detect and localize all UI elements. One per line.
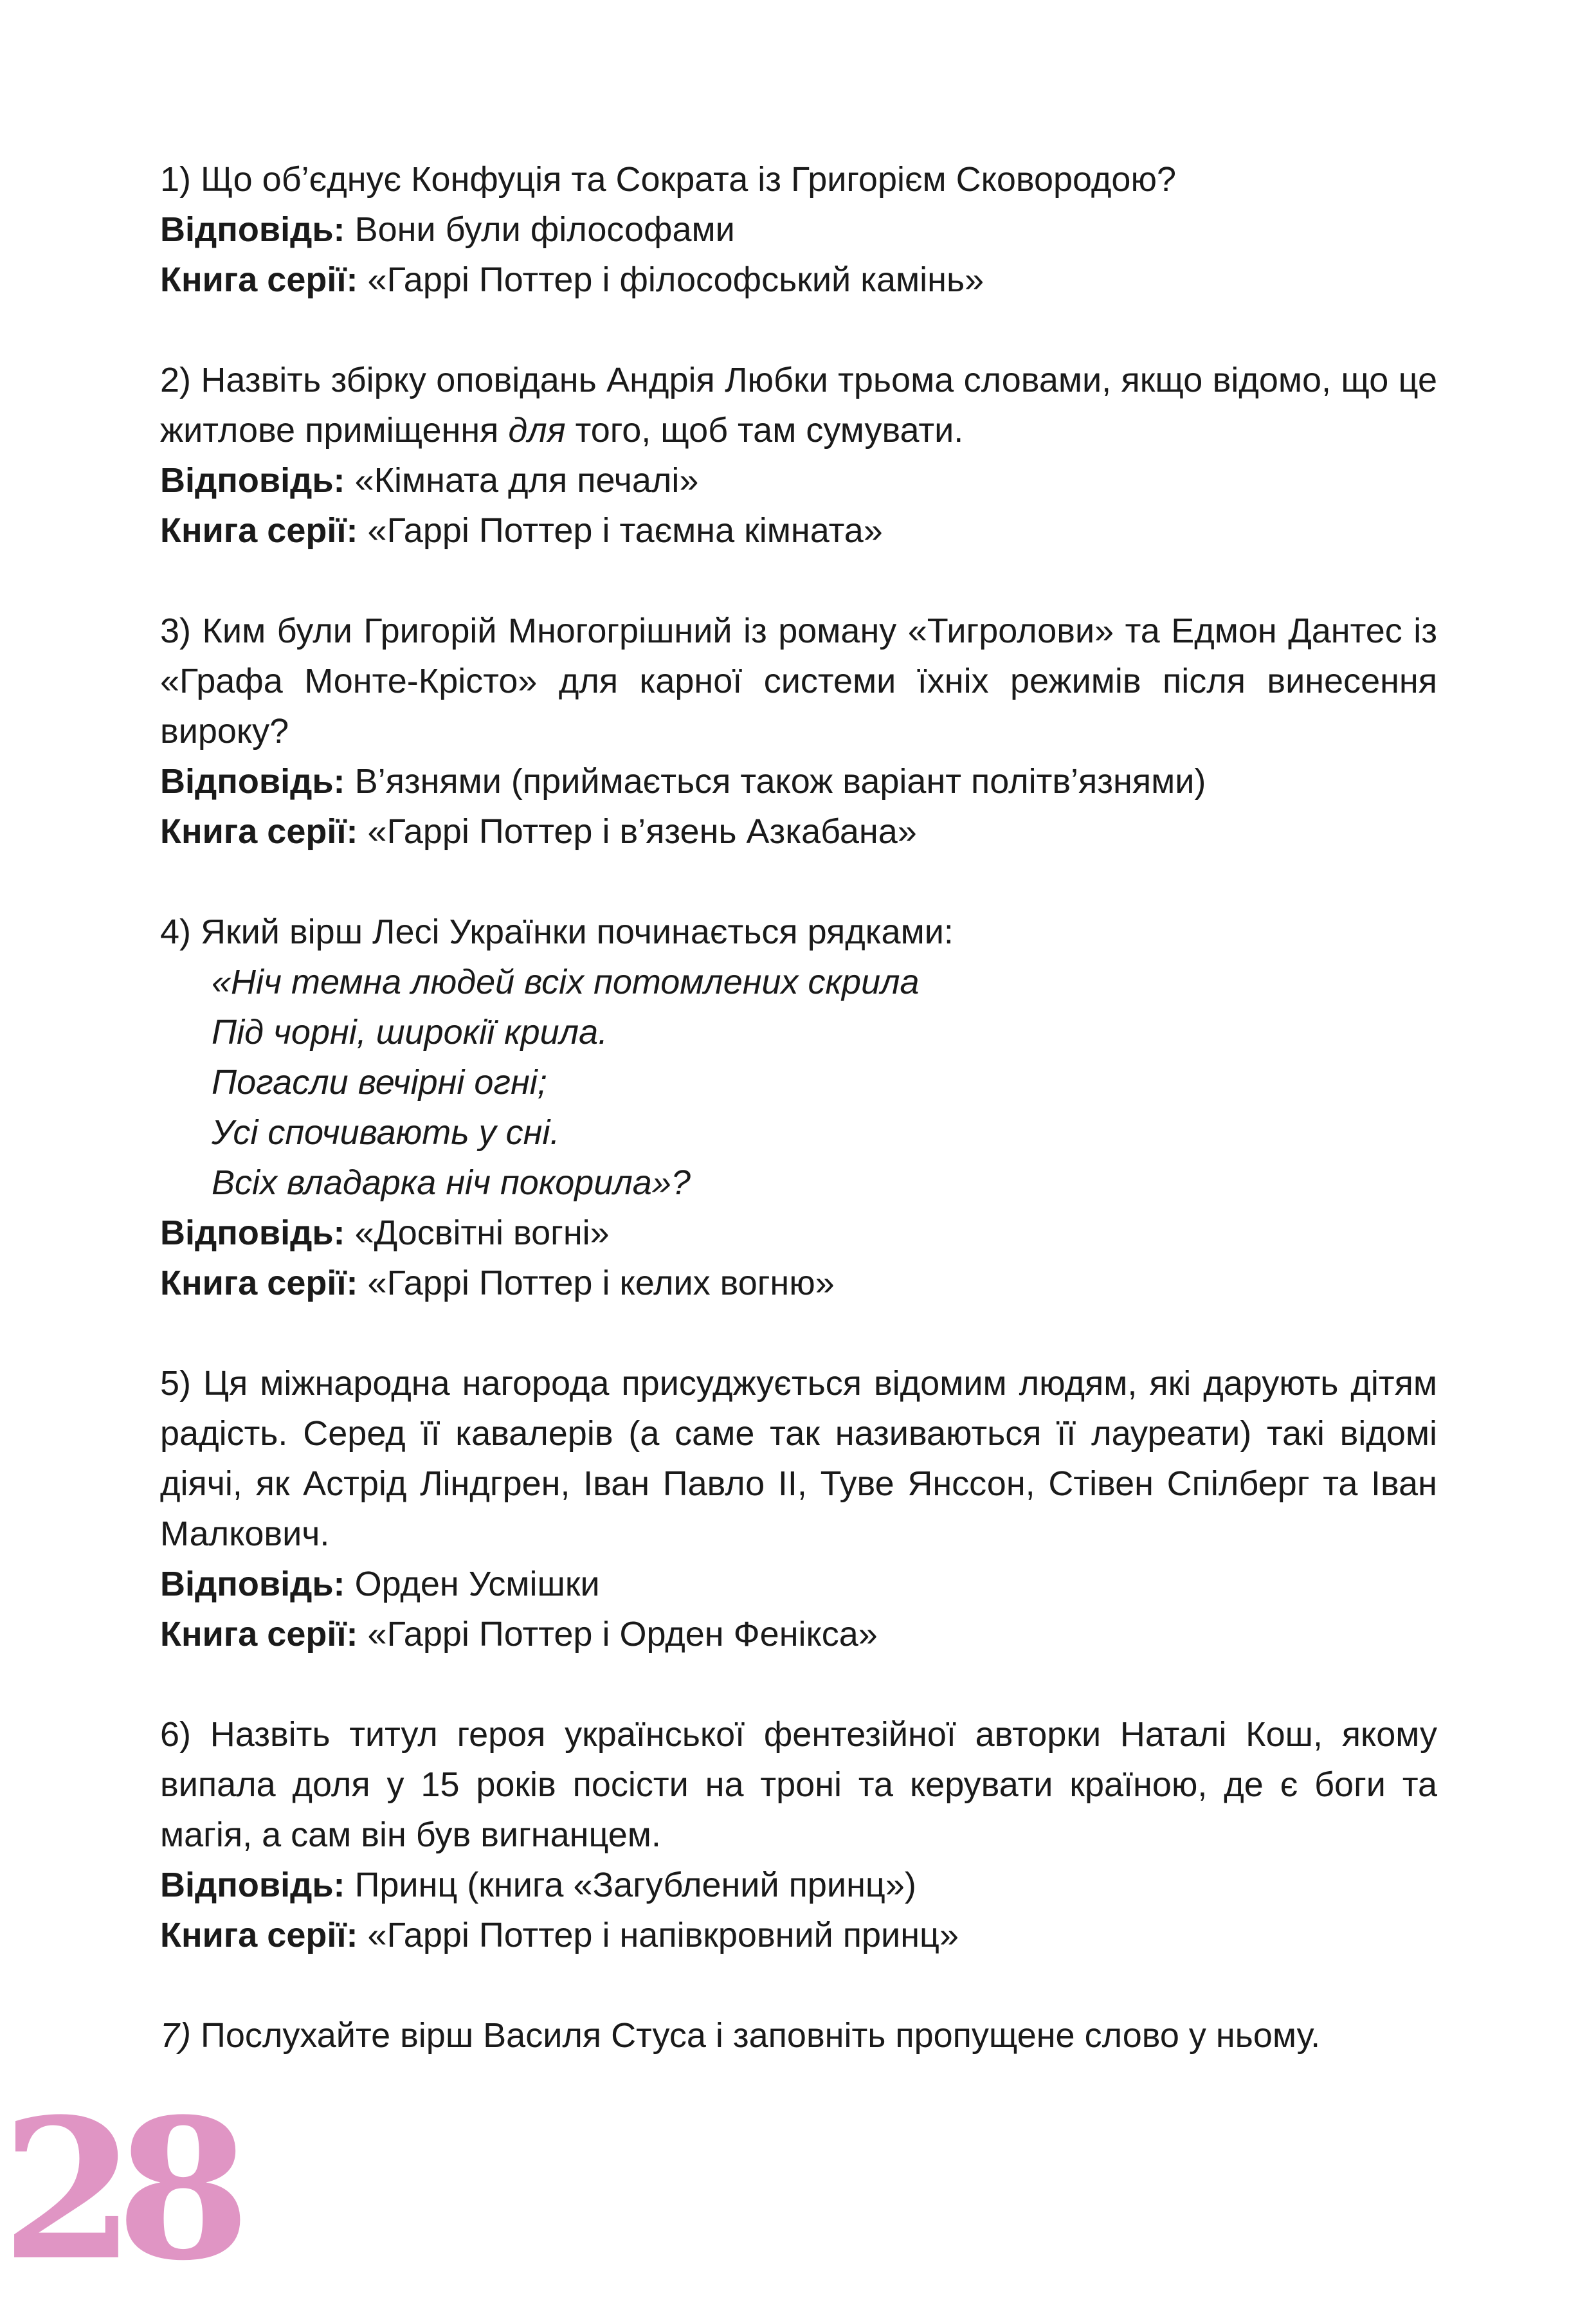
question-text-part: 2) Назвіть збірку оповідань Андрія Любки трьома словами, якщо відомо, що це житлове приміщення: [160, 361, 1437, 450]
question-text: 3) Ким були Григорій Многогрішний із роману «Тигролови» та Едмон Дантес із «Графа Монте-Крісто» для карної системи їхніх режимів після винесення вироку?: [160, 612, 1437, 751]
question-block-4: [160, 907, 1437, 1308]
question-text-part: того, щоб там сумувати.: [565, 411, 964, 450]
question-text-part: Послухайте вірш Василя Стуса і заповніть пропущене слово у ньому.: [191, 2016, 1321, 2055]
answer-text: Орден Усмішки: [354, 1565, 600, 1603]
answer-line: [160, 1860, 1437, 1910]
question-text: 6) Назвіть титул героя української фентезійної авторки Наталі Кош, якому випала доля у 15 років посісти на троні та керувати країною, де є боги та магія, а сам він був вигнанцем.: [160, 1715, 1437, 1854]
question-block-5: [160, 1358, 1437, 1659]
answer-line: [160, 455, 1437, 505]
book-text: «Гаррі Поттер і філософський камінь»: [367, 260, 984, 299]
question-text: 1) Що об’єднує Конфуція та Сократа із Григорієм Сковородою?: [160, 160, 1176, 199]
answer-line: [160, 756, 1437, 806]
quiz-content: [160, 154, 1437, 2061]
poem-line: Усі спочивають у сні.: [212, 1113, 560, 1152]
question-text: [160, 2010, 1437, 2061]
question-block-1: [160, 154, 1437, 305]
answer-line: [160, 205, 1437, 255]
book-label: Книга серії:: [160, 1264, 358, 1302]
book-label: Книга серії:: [160, 1615, 358, 1653]
book-line: [160, 1258, 1437, 1308]
answer-text: «Кімната для печалі»: [354, 461, 699, 500]
book-line: [160, 806, 1437, 857]
book-label: Книга серії:: [160, 511, 358, 550]
poem-line: «Ніч темна людей всіх потомлених скрила: [212, 963, 920, 1001]
question-text-italic: для: [508, 411, 566, 450]
question-block-3: [160, 606, 1437, 857]
answer-label: Відповідь:: [160, 461, 345, 500]
answer-text: «Досвітні вогні»: [354, 1214, 610, 1252]
book-text: «Гаррі Поттер і в’язень Азкабана»: [367, 812, 917, 851]
question-text: 4) Який вірш Лесі Українки починається рядками:: [160, 913, 954, 951]
page-number: 28: [1, 2076, 231, 2303]
question-block-6: [160, 1709, 1437, 1960]
answer-label: Відповідь:: [160, 1565, 345, 1603]
question-block-7: [160, 2010, 1437, 2061]
poem-line: Погасли вечірні огні;: [212, 1063, 547, 1102]
book-text: «Гаррі Поттер і напівкровний принц»: [367, 1916, 959, 1954]
answer-label: Відповідь:: [160, 210, 345, 249]
answer-text: В’язнями (приймається також варіант політв’язнями): [354, 762, 1206, 801]
answer-line: [160, 1559, 1437, 1609]
poem-quote: [212, 957, 1437, 1208]
question-text: [160, 355, 1437, 455]
book-label: Книга серії:: [160, 1916, 358, 1954]
book-text: «Гаррі Поттер і таємна кімната»: [367, 511, 883, 550]
answer-label: Відповідь:: [160, 1214, 345, 1252]
book-label: Книга серії:: [160, 260, 358, 299]
book-text: «Гаррі Поттер і Орден Фенікса»: [367, 1615, 878, 1653]
question-block-2: [160, 355, 1437, 556]
answer-text: Принц (книга «Загублений принц»): [354, 1866, 916, 1904]
answer-label: Відповідь:: [160, 762, 345, 801]
poem-line: Під чорні, широкії крила.: [212, 1013, 608, 1051]
poem-line: Всіх владарка ніч покорила»?: [212, 1163, 691, 1202]
book-line: [160, 505, 1437, 556]
answer-line: [160, 1208, 1437, 1258]
book-label: Книга серії:: [160, 812, 358, 851]
book-text: «Гаррі Поттер і келих вогню»: [367, 1264, 835, 1302]
question-number: 7): [160, 2016, 192, 2055]
book-line: [160, 255, 1437, 305]
answer-label: Відповідь:: [160, 1866, 345, 1904]
book-line: [160, 1910, 1437, 1960]
answer-text: Вони були філософами: [354, 210, 735, 249]
book-line: [160, 1609, 1437, 1659]
question-text: 5) Ця міжнародна нагорода присуджується відомим людям, які дарують дітям радість. Серед її кавалерів (а саме так називаються її лауреати) такі відомі діячі, як Астрід Ліндгрен, Іван Павло ІІ, Туве Янссон, Стівен Спілберг та Іван Малкович.: [160, 1364, 1437, 1553]
